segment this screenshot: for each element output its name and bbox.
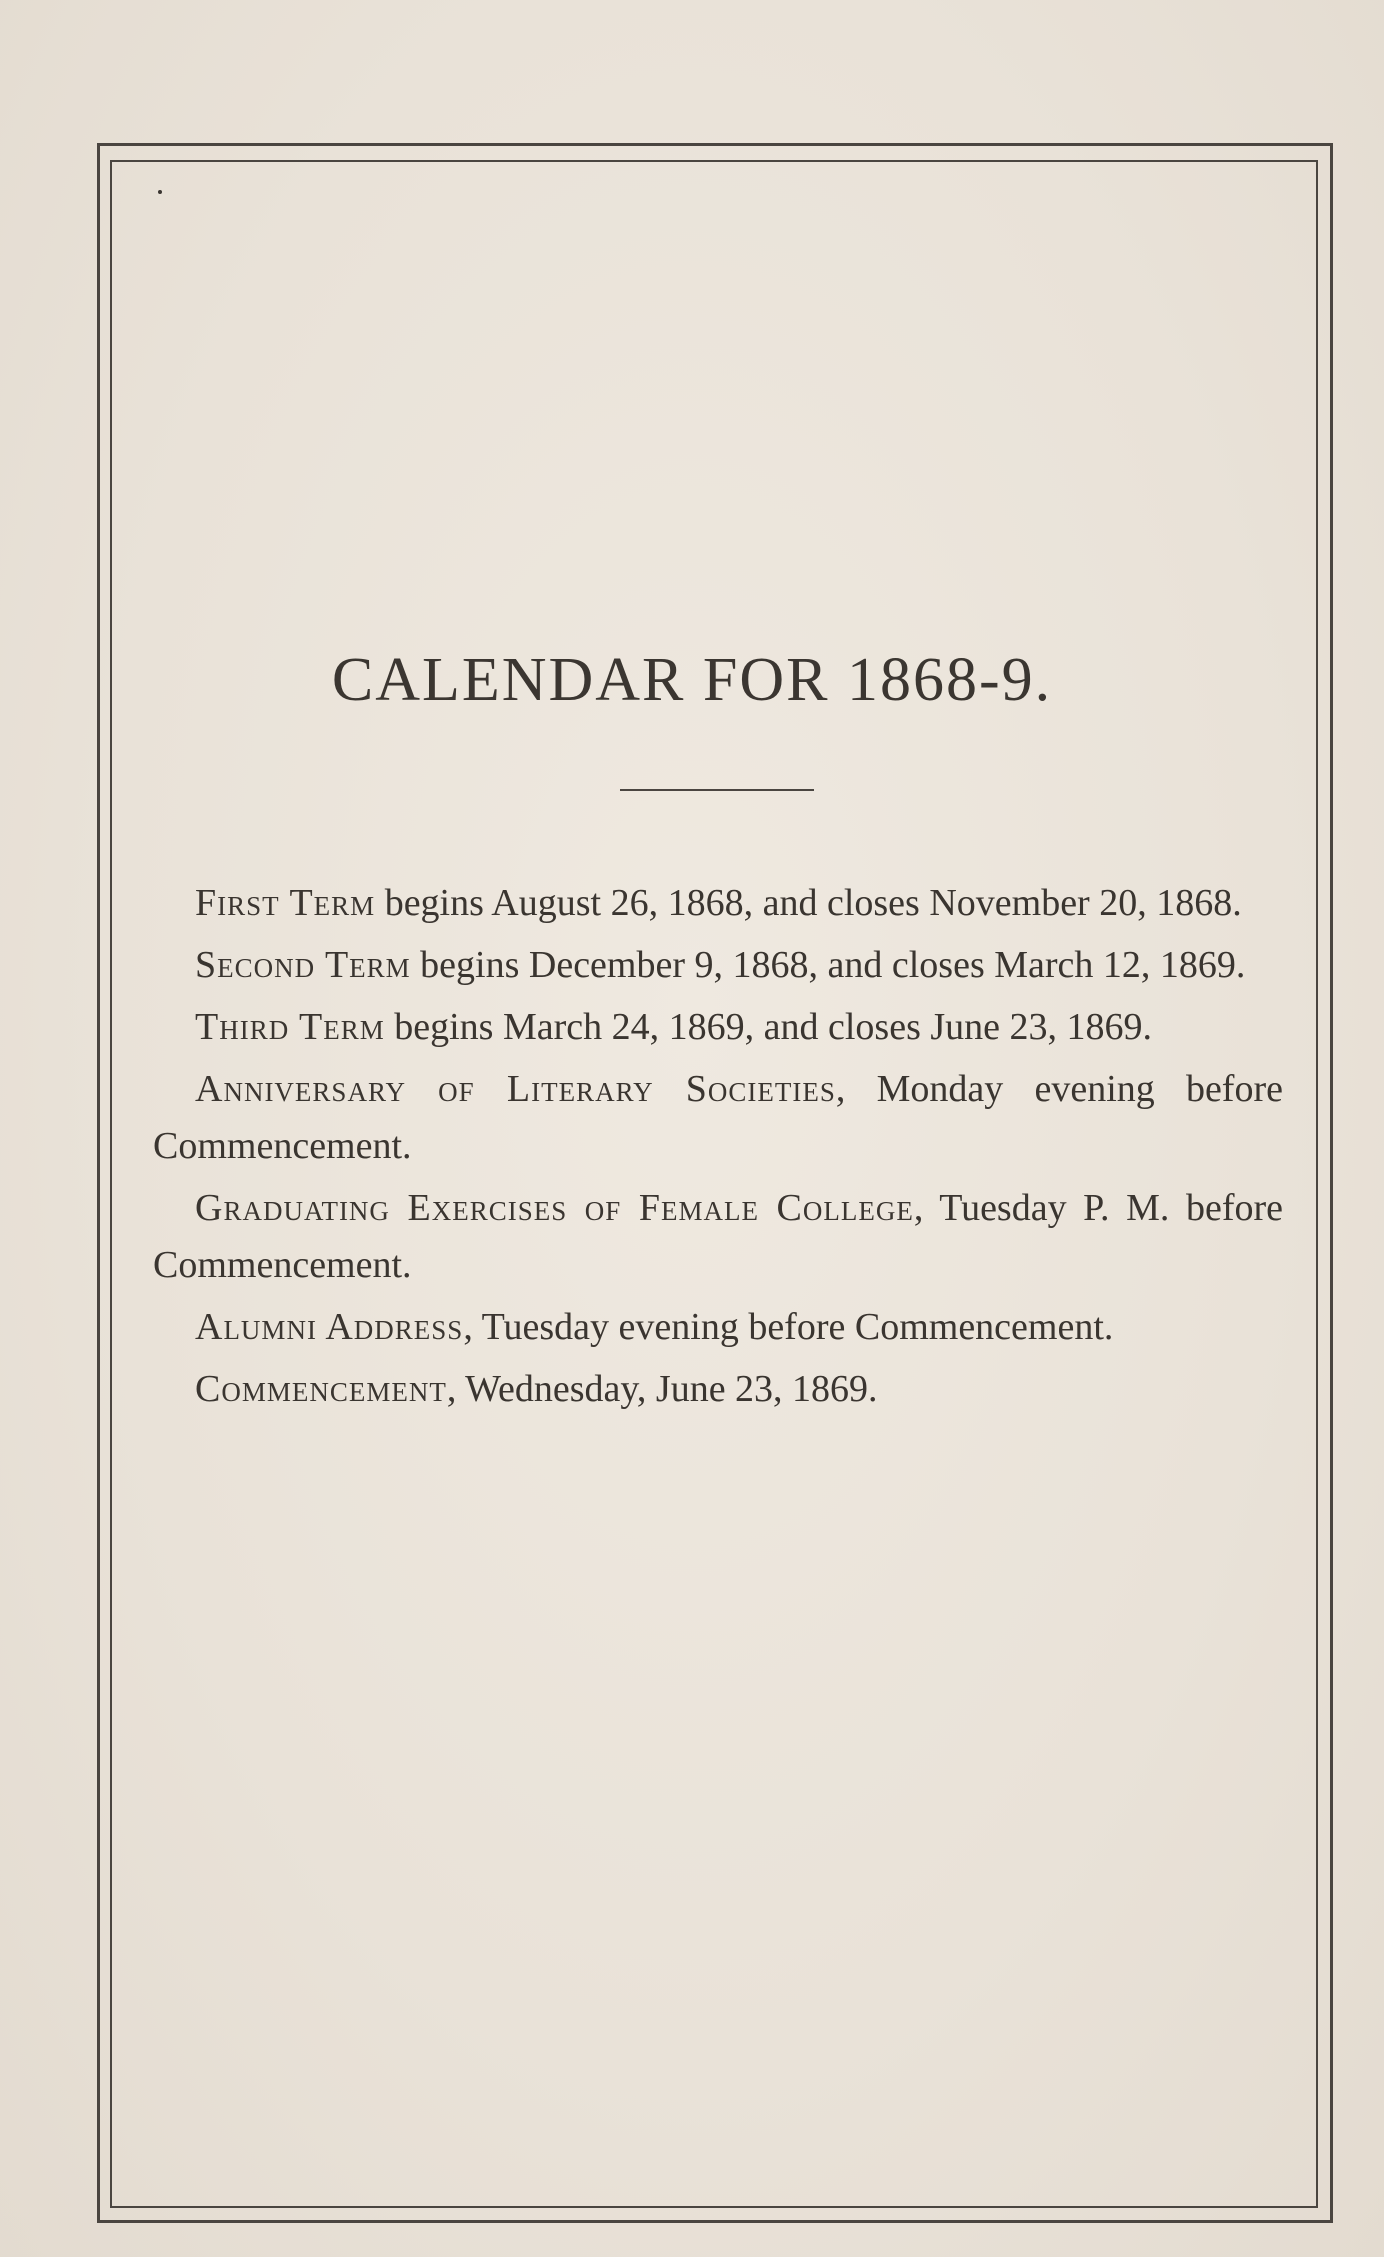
- entry-alumni-address: [153, 1299, 1283, 1356]
- entry-text: begins March 24, 1869, and closes June 23, 1869.: [384, 1006, 1153, 1048]
- entry-heading: Commencement: [195, 1368, 447, 1410]
- calendar-entries: [153, 875, 1283, 1423]
- entry-commencement: [153, 1361, 1283, 1418]
- entry-first-term: [153, 875, 1283, 932]
- entry-text: , Tuesday P. M. before Commencement.: [153, 1187, 1283, 1286]
- entry-graduating-exercises: [153, 1180, 1283, 1294]
- entry-heading: Anniversary of Literary Societies: [195, 1068, 836, 1110]
- entry-heading: Graduating Exercises of Female College: [195, 1187, 914, 1229]
- entry-text: begins December 9, 1868, and closes March 12, 1869.: [410, 944, 1246, 986]
- entry-heading: Alumni Address: [195, 1306, 464, 1348]
- entry-text: , Monday evening before Commencement.: [153, 1068, 1283, 1167]
- entry-second-term: [153, 937, 1283, 994]
- entry-heading: First Term: [195, 882, 376, 924]
- page-title: CALENDAR FOR 1868-9.: [331, 646, 1053, 714]
- entry-text: , Wednesday, June 23, 1869.: [446, 1368, 878, 1410]
- entry-text: , Tuesday evening before Commencement.: [463, 1306, 1114, 1348]
- title-divider: [620, 789, 814, 791]
- entry-third-term: [153, 999, 1283, 1056]
- entry-heading: Second Term: [195, 944, 411, 986]
- ink-speck: [158, 190, 162, 194]
- entry-heading: Third Term: [195, 1006, 385, 1048]
- entry-text: begins August 26, 1868, and closes November 20, 1868.: [375, 882, 1242, 924]
- entry-anniversary: [153, 1061, 1283, 1175]
